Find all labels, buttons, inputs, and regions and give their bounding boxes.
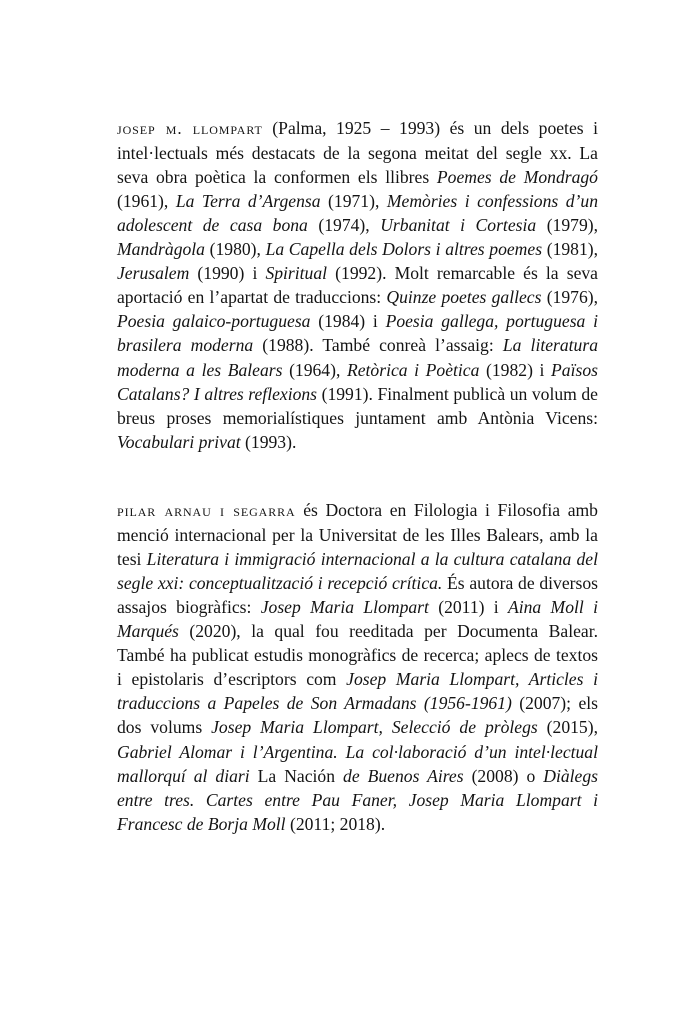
work-title: de Buenos Aires — [343, 765, 464, 786]
work-title: La Capella dels Dolors i altres poemes — [265, 239, 543, 260]
work-title: Literatura i immigració internacional a la cultura catalana del segle xxi: conceptualització i recepció crítica. — [117, 548, 598, 593]
author-bio-llompart — [117, 116, 598, 454]
author-bio-arnau — [117, 498, 598, 836]
work-title: Mandràgola — [117, 239, 205, 260]
work-title: Poesia gallega, portuguesa i brasilera moderna — [117, 311, 599, 356]
bio-text: (1984) i — [310, 311, 386, 332]
bio-text: (1992). Molt remarcable és la seva aportació en l’apartat de traduccions: — [117, 263, 598, 308]
work-title: Quinze poetes gallecs — [386, 287, 542, 308]
work-title: Spiritual — [265, 263, 328, 284]
work-title: Jerusalem — [117, 263, 190, 284]
bio-text: (Palma, 1925 – 1993) és un dels poetes i intel·lectuals més destacats de la segona meitat del segle xx. La seva obra poètica la conformen els llibres — [117, 117, 598, 187]
work-title: La Terra d’Argensa — [175, 190, 321, 211]
work-title: Poemes de Mondragó — [436, 166, 598, 187]
bio-text: (1974), — [307, 214, 381, 235]
work-title: Països Catalans? I altres reflexions — [117, 359, 598, 404]
work-title: Gabriel Alomar i l’Argentina. La col·laboració d’un intel·lectual mallorquí al diari — [117, 741, 598, 786]
bio-text: És autora de diversos assajos biogràfics: — [117, 572, 598, 617]
bio-text: (1980), — [204, 239, 266, 260]
bio-text: (1990) i — [189, 263, 266, 284]
work-title: Josep Maria Llompart — [260, 596, 429, 617]
bio-text: (1976), — [541, 287, 598, 308]
work-title: La literatura moderna a les Balears — [117, 335, 598, 380]
work-title: Josep Maria Llompart, Selecció de pròlegs — [211, 717, 538, 738]
bio-text: (2011; 2018). — [285, 813, 386, 834]
bio-text: (1991). Finalment publicà un volum de breus proses memorialístiques juntament amb Antònia Vicens: — [117, 383, 598, 428]
bio-text: (1981), — [542, 239, 599, 260]
work-title: Poesia galaico-portuguesa — [117, 311, 311, 332]
work-title: Josep Maria Llompart, Articles i traduccions a Papeles de Son Armadans (1956-1961) — [117, 669, 598, 714]
bio-text: (1979), — [536, 214, 598, 235]
author-name-llompart: josep m. llompart — [117, 118, 263, 138]
bio-text: (1964), — [282, 359, 347, 380]
work-title: Retòrica i Poètica — [346, 359, 480, 380]
bio-text: (2015), — [537, 717, 598, 738]
author-name-arnau: pilar arnau i segarra — [117, 500, 296, 520]
bio-text: (2007); els dos volums — [117, 693, 598, 738]
work-title: Diàlegs entre tres. Cartes entre Pau Faner, Josep Maria Llompart i Francesc de Borja Moll — [117, 765, 599, 834]
bio-text: (1993). — [240, 431, 297, 452]
work-title: Memòries i confessions d’un adolescent de casa bona — [117, 190, 598, 235]
bio-text: (2011) i — [428, 596, 508, 617]
work-title: Vocabulari privat — [117, 431, 241, 452]
work-title: Urbanitat i Cortesia — [380, 214, 537, 235]
bio-text: (1988). També conreà l’assaig: — [253, 335, 503, 356]
bio-text: és Doctora en Filologia i Filosofia amb menció internacional per la Universitat de les Illes Balears, amb la tesi — [117, 499, 598, 569]
bio-text: (2020), la qual fou reeditada per Documenta Balear. També ha publicat estudis monogràfics de recerca; aplecs de textos i epistolaris d’escriptors com — [117, 621, 598, 690]
bio-text: (1961), — [117, 190, 176, 211]
bio-text: (1971), — [320, 190, 387, 211]
bio-text: (2008) o — [463, 765, 544, 786]
bio-text: (1982) i — [479, 359, 552, 380]
work-title: Aina Moll i Marqués — [117, 596, 598, 642]
newspaper-name: La Nación — [249, 765, 344, 786]
